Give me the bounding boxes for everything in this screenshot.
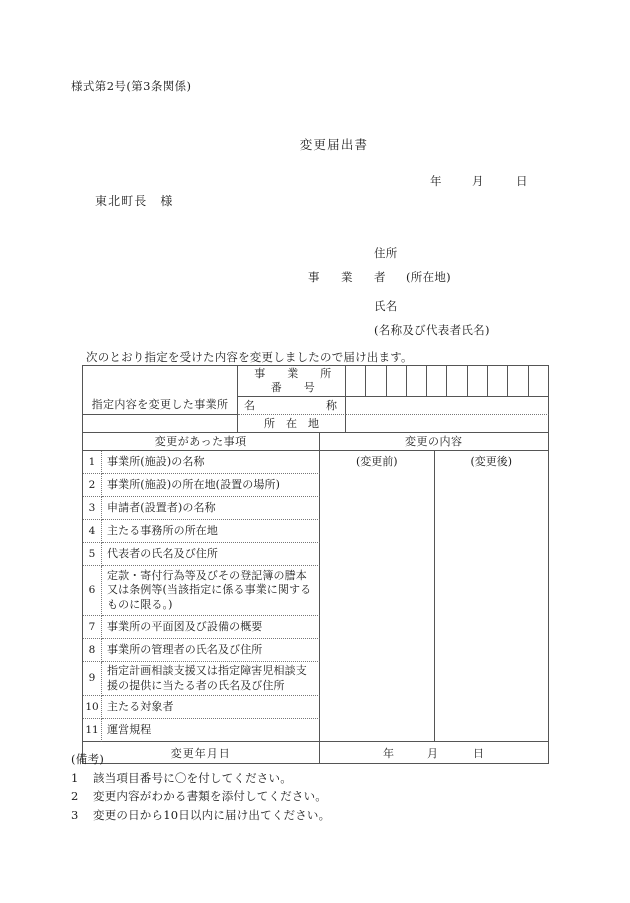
item-label: 申請者(設置者)の名称 <box>102 497 320 520</box>
office-number-box[interactable] <box>468 366 488 397</box>
office-number-boxes <box>346 366 549 397</box>
applicant-name-label: 氏名 <box>374 299 398 313</box>
intro-text: 次のとおり指定を受けた内容を変更しましたので届け出ます。 <box>86 350 413 364</box>
table-row <box>83 474 320 497</box>
office-number-box[interactable] <box>488 366 508 397</box>
item-label: 指定計画相談支援又は指定障害児相談支援の提供に当たる者の氏名及び住所 <box>102 662 320 696</box>
change-date-month: 月 <box>427 746 439 760</box>
office-name-label-last: 称 <box>326 398 337 412</box>
table-row <box>83 696 320 719</box>
office-number-box[interactable] <box>407 366 427 397</box>
item-number[interactable]: 4 <box>83 520 102 543</box>
table-row <box>83 639 320 662</box>
date-day-label: 日 <box>516 174 528 188</box>
item-rows <box>83 451 320 742</box>
table-body <box>83 451 549 742</box>
office-name-value[interactable] <box>346 397 549 415</box>
office-number-box[interactable] <box>447 366 467 397</box>
office-location-label: 所 在 地 <box>238 415 346 433</box>
item-label: 運営規程 <box>102 719 320 742</box>
office-number-box[interactable] <box>366 366 386 397</box>
note-text: 該当項目番号に〇を付してください。 <box>93 770 292 785</box>
office-number-box[interactable] <box>387 366 407 397</box>
item-number[interactable]: 8 <box>83 639 102 662</box>
note-item <box>71 787 330 806</box>
item-label: 事業所の管理者の氏名及び住所 <box>102 639 320 662</box>
applicant-business-label: 事 業 者 <box>308 270 391 284</box>
office-location-row <box>83 415 549 433</box>
item-label: 事業所(施設)の所在地(設置の場所) <box>102 474 320 497</box>
document-title: 変更届出書 <box>299 137 369 152</box>
addressee-office: 東北町長 <box>95 194 148 208</box>
office-number-box[interactable] <box>529 366 549 397</box>
note-item <box>71 806 330 825</box>
office-number-box[interactable] <box>346 366 366 397</box>
note-item <box>71 769 330 788</box>
form-code: 様式第2号(第3条関係) <box>71 79 192 93</box>
item-label: 主たる対象者 <box>102 696 320 719</box>
item-label: 事業所(施設)の名称 <box>102 451 320 474</box>
change-date-value[interactable] <box>320 742 550 764</box>
table-row <box>83 543 320 566</box>
office-block-left-label: 指定内容を変更した事業所 <box>83 375 238 415</box>
office-location-value[interactable] <box>346 415 549 433</box>
item-number[interactable]: 6 <box>83 566 102 616</box>
applicant-name-sublabel: (名称及び代表者氏名) <box>374 323 490 337</box>
applicant-address-label: 住所 <box>374 246 398 260</box>
date-month-label: 月 <box>472 174 484 188</box>
after-change-column[interactable] <box>435 451 550 742</box>
note-text: 変更の日から10日以内に届け出てください。 <box>93 807 331 822</box>
note-index: 1 <box>71 770 79 785</box>
table-row <box>83 566 320 616</box>
header-detail-column: 変更の内容 <box>320 433 550 451</box>
change-date-day: 日 <box>473 746 485 760</box>
office-block-label-spacer-2 <box>83 415 238 433</box>
table-row <box>83 520 320 543</box>
date-year-label: 年 <box>430 174 442 188</box>
after-change-header: (変更後) <box>470 454 513 468</box>
header-item-column: 変更があった事項 <box>83 433 320 451</box>
office-number-box[interactable] <box>427 366 447 397</box>
change-date-label: 変更年月日 <box>83 742 320 764</box>
item-number[interactable]: 2 <box>83 474 102 497</box>
notes-section <box>71 750 330 825</box>
office-name-label-first: 名 <box>244 398 255 412</box>
item-label: 事業所の平面図及び設備の概要 <box>102 616 320 639</box>
item-label: 代表者の氏名及び住所 <box>102 543 320 566</box>
table-column-headers <box>83 433 549 451</box>
table-row <box>83 497 320 520</box>
item-number[interactable]: 3 <box>83 497 102 520</box>
office-name-label <box>238 397 346 415</box>
applicant-address-sublabel: (所在地) <box>406 270 451 284</box>
change-notification-table <box>82 365 549 764</box>
item-number[interactable]: 10 <box>83 696 102 719</box>
table-row <box>83 616 320 639</box>
item-number[interactable]: 7 <box>83 616 102 639</box>
note-index: 2 <box>71 789 79 804</box>
submission-date-line <box>430 173 528 189</box>
item-number[interactable]: 1 <box>83 451 102 474</box>
before-change-header: (変更前) <box>355 454 398 468</box>
table-row <box>83 662 320 696</box>
note-text: 変更内容がわかる書類を添付してください。 <box>93 789 327 804</box>
before-change-column[interactable] <box>320 451 435 742</box>
item-number[interactable]: 11 <box>83 719 102 742</box>
item-number[interactable]: 9 <box>83 662 102 696</box>
office-number-label: 事 業 所 番 号 <box>238 366 346 397</box>
table-row <box>83 719 320 742</box>
addressee-honorific: 様 <box>160 194 174 208</box>
item-label: 主たる事務所の所在地 <box>102 520 320 543</box>
note-index: 3 <box>71 807 79 822</box>
item-label: 定款・寄付行為等及びその登記簿の謄本又は条例等(当該指定に係る事業に関するものに限る。) <box>102 566 320 616</box>
addressee <box>95 192 174 209</box>
item-number[interactable]: 5 <box>83 543 102 566</box>
table-row <box>83 451 320 474</box>
notes-heading: (備考) <box>71 752 105 766</box>
change-date-year: 年 <box>383 746 395 760</box>
office-number-box[interactable] <box>508 366 528 397</box>
office-name-row <box>83 397 549 415</box>
